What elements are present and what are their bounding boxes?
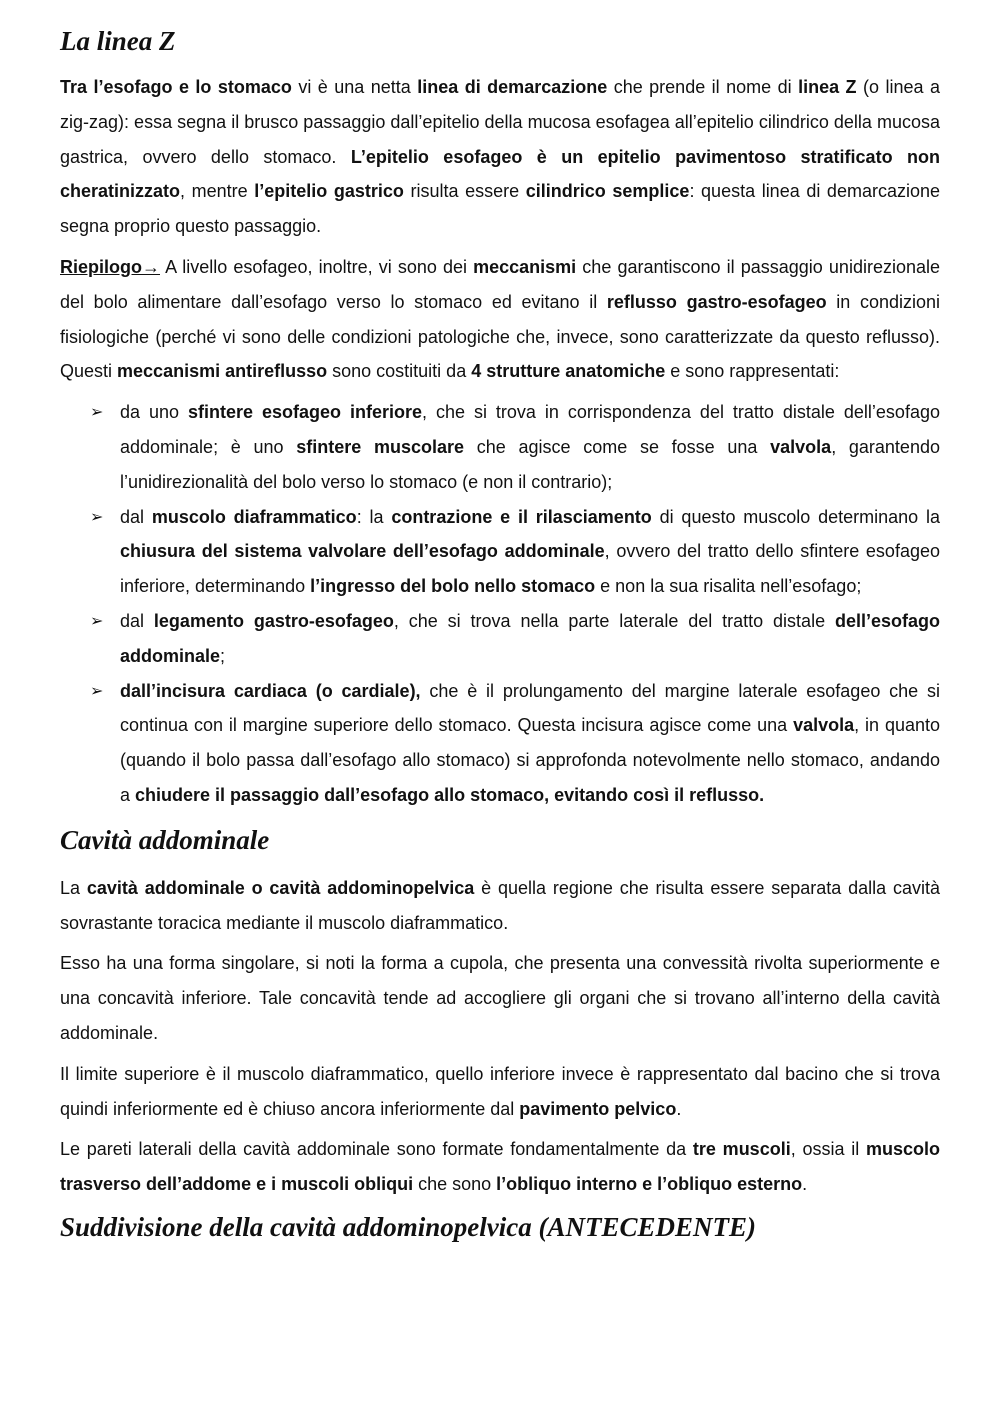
bold-text: l’obliquo interno e l’obliquo esterno (496, 1174, 803, 1195)
bold-text: tre muscoli (692, 1139, 791, 1160)
section-title-linea-z: La linea Z (60, 26, 176, 56)
bold-text: meccanismi (473, 256, 577, 277)
bold-text: muscolo trasverso dell’addome e i muscoli obliqui (60, 1139, 941, 1195)
list-item-incisura (90, 674, 940, 813)
bullet-arrow-icon: ➢ (90, 610, 104, 630)
text-run: dal (120, 506, 152, 527)
text-run: che prende il nome di (607, 77, 799, 97)
bold-text: reflusso gastro-esofageo (606, 291, 827, 312)
bold-text: valvola (770, 436, 832, 457)
text-run: Esso ha una forma singolare, si noti la forma a cupola, che presenta una convessità rivolta superiormente e una concavità inferiore. Tale concavità tende ad accogliere gli organi che si trovano all’interno della cavità addominale. (60, 953, 940, 1043)
text-run: , che si trova nella parte laterale del tratto distale (393, 610, 835, 631)
bold-text: dall’incisura cardiaca (o cardiale), (120, 680, 421, 701)
bold-text: pavimento pelvico (519, 1098, 677, 1119)
bold-text: cilindrico semplice (525, 181, 690, 202)
list-item-text (120, 402, 940, 492)
text-run: , in quanto (quando il bolo passa dall’esofago allo stomaco) si approfonda notevolmente nello stomaco, andando a (120, 715, 940, 805)
text-run: dal (120, 610, 154, 631)
text-run: A livello esofageo, inoltre, vi sono dei (160, 256, 474, 277)
list-item-text (120, 507, 940, 597)
paragraph-cavita-2 (60, 946, 940, 1050)
bold-text: L’epitelio esofageo è un epitelio pavimentoso stratificato non cheratinizzato (60, 146, 940, 202)
section-title-suddivisione: Suddivisione della cavità addominopelvica (ANTECEDENTE) (60, 1211, 756, 1242)
bold-text: chiudere il passaggio dall’esofago allo stomaco, evitando così il reflusso. (135, 784, 765, 805)
list-item-legamento (90, 604, 940, 674)
list-item-diaframma (90, 500, 940, 604)
text-run: (o linea a zig-zag): essa segna il brusco passaggio dall’epitelio della mucosa esofagea all’epitelio cilindrico della mucosa gastrica, ovvero dello stomaco. (60, 77, 940, 167)
section-title-cavita: Cavità addominale (60, 824, 270, 855)
underlined-label: Riepilogo→ (60, 256, 160, 277)
text-run: . (802, 1174, 808, 1195)
bold-text: 4 strutture anatomiche (471, 361, 666, 382)
paragraph-cavita-3 (60, 1057, 940, 1127)
text-run: in condizioni fisiologiche (perché vi sono delle condizioni patologiche che, invece, sono caratterizzate da questo reflusso). Questi (60, 291, 940, 382)
paragraph-riepilogo (60, 250, 940, 389)
text-run: è quella regione che risulta essere separata dalla cavità sovrastante toracica mediante il muscolo diaframmatico. (60, 877, 940, 933)
list-item-text (120, 681, 940, 805)
bullet-arrow-icon: ➢ (90, 506, 104, 526)
list-item-sfintere (90, 395, 940, 499)
paragraph-cavita-4 (60, 1132, 940, 1202)
bold-text: chiusura del sistema valvolare dell’esofago addominale (120, 541, 605, 562)
text-run: da uno (120, 402, 188, 423)
text-run: Il limite superiore è il muscolo diaframmatico, quello inferiore invece è rappresentato dal bacino che si trova quindi inferiormente ed è chiuso ancora inferiormente dal (60, 1063, 940, 1119)
text-run: ; (220, 645, 226, 666)
bold-text: muscolo diaframmatico (151, 506, 357, 527)
bullet-arrow-icon: ➢ (90, 680, 104, 700)
text-run: che agisce come se fosse una (464, 436, 771, 457)
bold-text: meccanismi antireflusso (117, 361, 328, 382)
text-run: , garantendo l’unidirezionalità del bolo verso lo stomaco (e non il contrario); (120, 436, 940, 492)
antireflux-list (60, 395, 940, 813)
text-run: che è il prolungamento del margine laterale esofageo che si continua con il margine superiore dello stomaco. Questa incisura agisce come una (120, 680, 940, 736)
bold-text: l’epitelio gastrico (254, 181, 404, 202)
text-run: vi è una netta (291, 77, 418, 97)
text-run: e sono rappresentati: (665, 361, 840, 382)
bold-text: valvola (793, 715, 855, 736)
text-run: . (676, 1098, 682, 1119)
text-run: che sono (413, 1174, 497, 1195)
text-run: , ossia il (790, 1139, 867, 1160)
bold-text: sfintere muscolare (296, 436, 465, 457)
text-run: Le pareti laterali della cavità addominale sono formate fondamentalmente da (60, 1139, 693, 1160)
bold-text: Tra l’esofago e lo stomaco (60, 77, 292, 97)
text-run: La (60, 877, 87, 898)
text-run: : questa linea di demarcazione segna proprio questo passaggio. (60, 181, 940, 237)
text-run: , ovvero del tratto dello sfintere esofageo inferiore, determinando (120, 541, 940, 597)
bold-text: linea di demarcazione (417, 77, 608, 97)
bold-text: l’ingresso del bolo nello stomaco (310, 576, 596, 597)
text-run: , che si trova in corrispondenza del tratto distale dell’esofago addominale; è uno (120, 402, 940, 457)
bold-text: linea Z (798, 77, 857, 97)
text-run: sono costituiti da (327, 361, 472, 382)
bold-text: contrazione e il rilasciamento (391, 506, 652, 527)
text-run: : la (356, 506, 392, 527)
text-run: che garantiscono il passaggio unidirezionale del bolo alimentare dall’esofago verso lo stomaco ed evitano il (60, 256, 940, 312)
bullet-arrow-icon: ➢ (90, 402, 104, 422)
text-run: , mentre (180, 181, 255, 202)
paragraph-cavita-1 (60, 871, 940, 941)
paragraph-linea-z-intro (60, 70, 940, 244)
text-run: risulta essere (403, 181, 526, 202)
bold-text: sfintere esofageo inferiore (188, 402, 422, 423)
bold-text: legamento gastro-esofageo (153, 610, 394, 631)
bold-text: dell’esofago addominale (120, 610, 940, 666)
text-run: e non la sua risalita nell’esofago; (595, 576, 862, 597)
list-item-text (120, 611, 940, 666)
bold-text: cavità addominale o cavità addominopelvica (86, 877, 475, 898)
text-run: di questo muscolo determinano la (651, 506, 940, 527)
